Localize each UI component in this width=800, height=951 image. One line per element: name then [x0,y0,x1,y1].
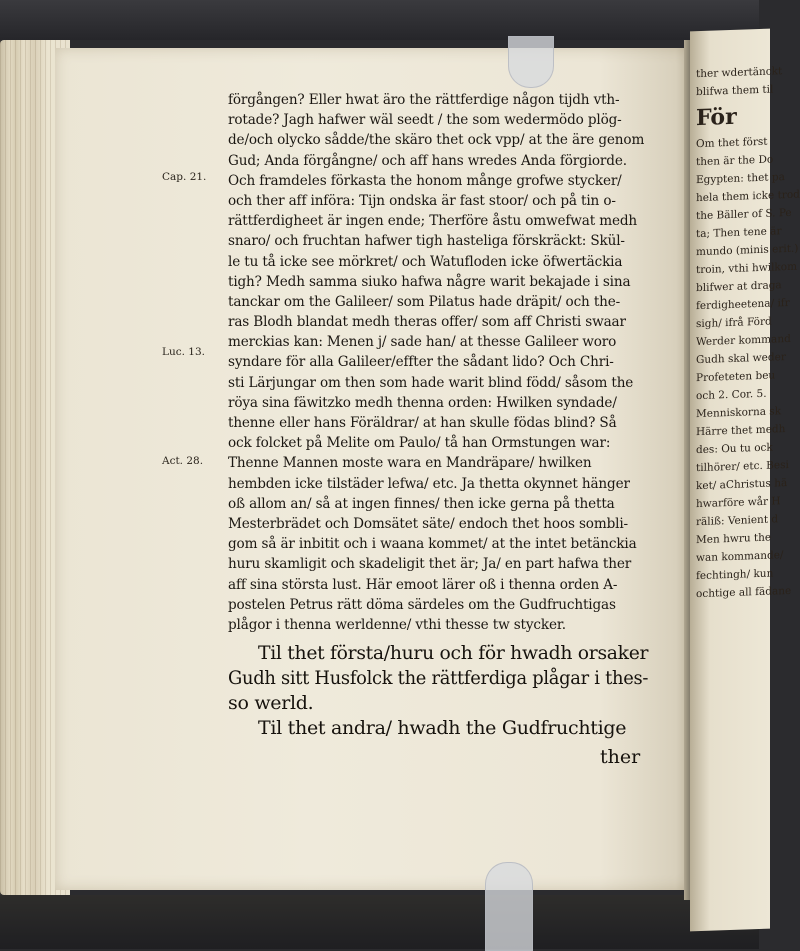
scan-background-bottom [0,895,759,949]
facing-page-line: ther wdertänckt [696,65,783,81]
text-line: rotade? Jagh hafwer wäl seedt / the som wedermödo plög- [228,112,622,129]
facing-page [690,29,800,932]
facing-page-line: des: Ou tu ock [696,441,773,457]
text-line: oß allom an/ så at ingen finnes/ then icke gerna på thetta [228,495,615,512]
text-line: och ther aff införa: Tijn ondska är fast stoor/ och på tin o- [228,192,616,209]
page-holder-clip-bottom [485,862,533,951]
margin-note-act-28: Act. 28. [162,455,204,467]
facing-page-line: ochtige all fädane [696,584,792,601]
text-line: de/och olycko sådde/the skäro thet ock vpp/ at the äre genom [228,132,645,149]
facing-page-line: blifwer at draga [696,279,782,295]
text-line: ock folcket på Melite om Paulo/ tå han Ormstungen war: [228,435,611,452]
page-holder-clip-top [508,36,554,88]
text-line: rättferdigheet är ingen ende; Therföre åstu omwefwat medh [228,213,637,230]
facing-page-line: Werder kommand [696,332,791,349]
text-line: tanckar om the Galileer/ som Pilatus hade dräpit/ och the- [228,293,621,310]
heading-line: so werld. [228,692,314,714]
text-line: Och framdeles förkasta the honom månge grofwe stycker/ [228,172,622,189]
facing-page-text [696,63,800,603]
facing-page-line: Gudh skal weder [696,351,786,367]
text-line: hembden icke tilstäder lefwa/ etc. Ja thetta okynnet hänger [228,475,630,492]
heading-text [228,641,648,741]
facing-page-line: fechtingh/ kun [696,567,774,583]
facing-page-line: För [696,103,737,132]
text-line: Thenne Mannen moste wara en Mandräpare/ hwilken [228,455,592,472]
text-line: Mesterbrädet och Domsätet säte/ endoch thet hoos sombli- [228,515,628,532]
facing-page-line: Men hwru the [696,531,772,547]
text-line: le tu tå icke see mörkret/ och Watufloden icke öfwertäckia [228,253,623,270]
margin-note-luc-13: Luc. 13. [162,346,205,358]
facing-page-line: ket/ aChristus hä [696,477,788,493]
facing-page-line: blifwa them til [696,83,774,99]
facing-page-line: räliß: Venient d [696,513,779,529]
text-line: förgången? Eller hwat äro the rättferdige någon tijdh vth- [228,92,620,108]
facing-page-line: troin, vthi hwilkom [696,260,798,277]
facing-page-line: Menniskorna sk [696,405,782,421]
facing-page-line: ferdigheetena/ ifr [696,296,790,313]
heading-line: Gudh sitt Husfolck the rättferdiga plågar i thes- [228,667,649,689]
facing-page-line: then är the Do [696,153,774,169]
text-line: merckias kan: Menen j/ sade han/ at thesse Galileer woro [228,334,617,351]
heading-line: Til thet första/huru och för hwadh orsaker [258,642,649,664]
text-line: aff sina största lust. Här emoot lärer oß i thenna orden A- [228,576,618,593]
heading-line: Til thet andra/ hwadh the Gudfruchtige [258,717,627,739]
text-line: ras Blodh blandat medh theras offer/ som aff Christi swaar [228,314,626,331]
text-line: postelen Petrus rätt döma särdeles om the Gudfruchtigas [228,596,616,613]
text-line: plågor i thenna werldenne/ vthi thesse tw stycker. [228,616,566,633]
facing-page-line: Om thet först [696,135,768,151]
facing-page-line: wan kommande/ [696,549,784,565]
scan-background-top [0,0,759,40]
text-line: thenne eller hans Föräldrar/ at han skulle födas blind? Så [228,415,617,431]
facing-page-line: och 2. Cor. 5. [696,387,767,403]
facing-page-line: Profeteten beu [696,369,776,385]
text-line: huru skamligit och skadeligit thet är; Ja/ en part hafwa ther [228,556,632,573]
text-line: tigh? Medh samma siuko hafwa någre warit bekajade i sina [228,273,631,290]
catchword: ther [600,746,641,768]
text-line: syndare för alla Galileer/effter the sådant lido? Och Chri- [228,354,614,371]
body-text [228,90,648,635]
facing-page-line: mundo (minis erit.) [696,242,799,259]
text-line: snaro/ och fruchtan hafwer tigh hasteliga förskräckt: Skül- [228,233,625,250]
text-line: sti Lärjungar om then som hade warit blind född/ såsom the [228,374,634,391]
facing-page-line: ta; Then tene är [696,225,782,241]
facing-page-line: Härre thet medh [696,423,786,439]
facing-page-line: Egypten: thet pa [696,171,785,187]
margin-note-cap-21: Cap. 21. [162,171,207,183]
text-line: röya sina fäwitzko medh thenna orden: Hwilken syndade/ [228,394,617,411]
facing-page-line: the Bäller of S. Pe [696,206,792,223]
text-line: gom så är inbitit och i waana kommet/ at the intet betänckia [228,536,637,553]
facing-page-line: hela them icke trod [696,188,800,205]
facing-page-line: hwarföre wår H [696,495,781,511]
facing-page-line: tilhörer/ etc. Besi [696,458,789,475]
facing-page-line: sigh/ ifrå Förd [696,315,772,331]
text-line: Gud; Anda förgångne/ och aff hans wredes Anda förgiorde. [228,152,627,169]
